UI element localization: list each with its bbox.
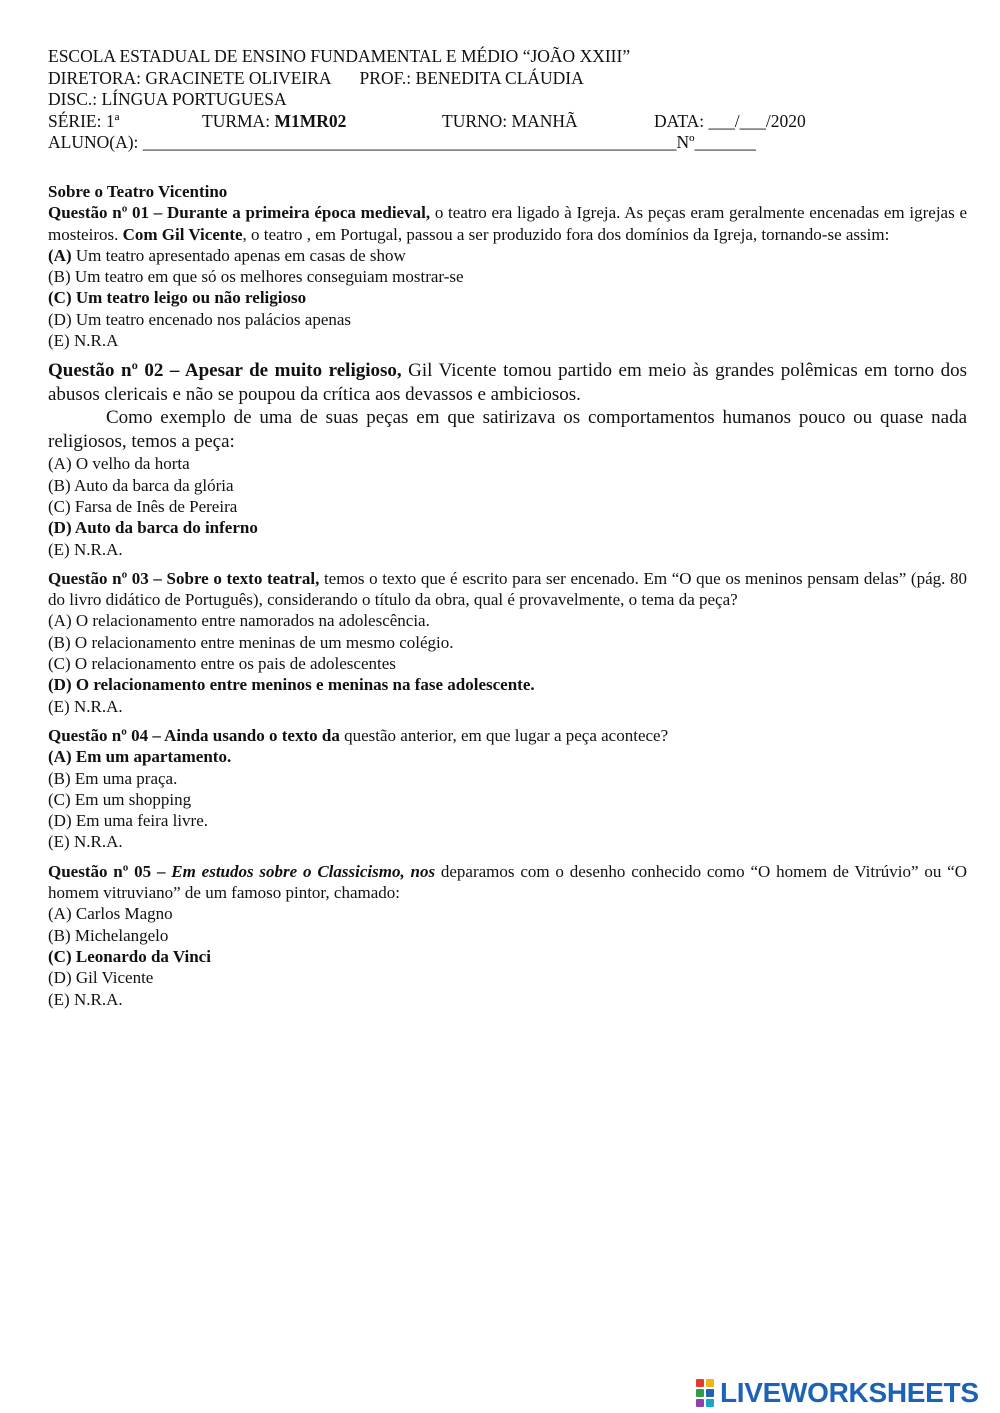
question-2-option-a[interactable]: (A) O velho da horta [48, 454, 190, 474]
logo-square [706, 1399, 714, 1407]
question-5-title: Questão nº 05 – [48, 861, 172, 881]
question-1-option-c[interactable]: (C) Um teatro leigo ou não religioso [48, 288, 307, 308]
student-name-field[interactable]: ALUNO(A): _____________________________________________________________Nº_______ [48, 132, 756, 152]
turma [202, 111, 442, 133]
question-4-title: Questão nº 04 – Ainda usando o texto da [48, 725, 340, 745]
section-title: Sobre o Teatro Vicentino [48, 182, 228, 201]
question-1-option-e[interactable]: (E) N.R.A [48, 331, 119, 351]
teacher-name: PROF.: BENEDITA CLÁUDIA [359, 67, 584, 88]
question-3-option-a[interactable]: (A) O relacionamento entre namorados na adolescência. [48, 611, 430, 631]
question-2-title: Questão nº 02 – Apesar de muito religioso, [48, 360, 402, 382]
question-3-option-c[interactable]: (C) O relacionamento entre os pais de adolescentes [48, 654, 396, 674]
question-2-option-e[interactable]: (E) N.R.A. [48, 539, 123, 559]
question-2-option-c[interactable]: (C) Farsa de Inês de Pereira [48, 496, 238, 516]
question-5 [48, 861, 967, 1010]
liveworksheets-logo-text: LIVEWORKSHEETS [720, 1377, 979, 1408]
question-4-option-c[interactable]: (C) Em um shopping [48, 789, 192, 809]
turno: TURNO: MANHÃ [442, 110, 578, 131]
question-1-text: o teatro era ligado à Igreja. As peças eram geralmente encenadas em igrejas e mosteiros. [48, 203, 967, 244]
logo-square [696, 1399, 704, 1407]
question-1-text-cont: , o teatro , em Portugal, passou a ser produzido fora dos domínios da Igreja, tornando-se assim: [242, 224, 890, 244]
worksheet-content [48, 181, 967, 1010]
question-1-option-d[interactable]: (D) Um teatro encenado nos palácios apenas [48, 309, 352, 329]
question-5-option-c[interactable]: (C) Leonardo da Vinci [48, 946, 211, 966]
logo-square [706, 1379, 714, 1387]
question-2 [48, 359, 967, 559]
director-name: DIRETORA: GRACINETE OLIVEIRA [48, 67, 332, 88]
question-2-text: Gil Vicente tomou partido em meio às grandes polêmicas em torno dos abusos clericais e não se poupou da crítica aos devassos e ambiciosos. [48, 360, 968, 405]
question-3-option-e[interactable]: (E) N.R.A. [48, 696, 123, 716]
logo-square [696, 1389, 704, 1397]
turma-label: TURMA: [202, 110, 271, 131]
logo-square [696, 1379, 704, 1387]
question-4-option-d[interactable]: (D) Em uma feira livre. [48, 811, 209, 831]
question-1-option-b[interactable]: (B) Um teatro em que só os melhores conseguiam mostrar-se [48, 267, 464, 287]
question-5-text: deparamos com o desenho conhecido como “O homem de Vitrúvio” ou “O homem vitruviano” de um famoso pintor, chamado: [48, 861, 967, 903]
question-4-text: questão anterior, em que lugar a peça acontece? [339, 725, 669, 745]
question-1-bold-phrase: Com Gil Vicente [122, 224, 243, 244]
logo-square [706, 1389, 714, 1397]
serie: SÉRIE: 1ª [48, 110, 120, 131]
question-1 [48, 202, 967, 351]
question-5-option-b[interactable]: (B) Michelangelo [48, 925, 169, 945]
question-5-option-d[interactable]: (D) Gil Vicente [48, 968, 154, 988]
question-4-option-a[interactable]: (A) Em um apartamento. [48, 747, 232, 767]
question-5-option-a[interactable]: (A) Carlos Magno [48, 904, 173, 924]
question-1-option-a[interactable]: (A) Um teatro apresentado apenas em casas de show [48, 245, 406, 265]
turma-value: M1MR02 [274, 110, 347, 131]
class-info-line [48, 111, 948, 133]
director-teacher-line [48, 68, 948, 90]
worksheet-header [48, 46, 948, 154]
question-2-option-b[interactable]: (B) Auto da barca da glória [48, 475, 234, 495]
liveworksheets-logo[interactable] [696, 1378, 979, 1408]
question-2-option-d[interactable]: (D) Auto da barca do inferno [48, 518, 258, 538]
question-5-option-e[interactable]: (E) N.R.A. [48, 989, 123, 1009]
question-3-title: Questão nº 03 – Sobre o texto teatral, [48, 568, 320, 588]
question-4-option-e[interactable]: (E) N.R.A. [48, 832, 123, 852]
question-3-option-b[interactable]: (B) O relacionamento entre meninas de um mesmo colégio. [48, 632, 454, 652]
school-name: ESCOLA ESTADUAL DE ENSINO FUNDAMENTAL E MÉDIO “JOÃO XXIII” [48, 46, 631, 66]
date-field[interactable]: DATA: ___/___/2020 [654, 110, 806, 131]
discipline: DISC.: LÍNGUA PORTUGUESA [48, 89, 287, 109]
question-3 [48, 568, 967, 717]
question-1-title: Questão nº 01 – Durante a primeira época medieval, [48, 203, 431, 223]
question-2-paragraph: Como exemplo de uma de suas peças em que satirizava os comportamentos humanos pouco ou quase nada religiosos, temos a peça: [48, 407, 967, 452]
liveworksheets-logo-icon [696, 1379, 714, 1407]
question-3-text: temos o texto que é escrito para ser encenado. Em “O que os meninos pensam delas” (pág. 80 do livro didático de Português), considerando o título da obra, qual é provavelmente, o tema da peça? [48, 568, 967, 610]
question-3-option-d[interactable]: (D) O relacionamento entre meninos e meninas na fase adolescente. [48, 675, 535, 695]
question-5-italic-phrase: Em estudos sobre o Classicismo, nos [171, 861, 436, 881]
question-4 [48, 725, 967, 853]
question-4-option-b[interactable]: (B) Em uma praça. [48, 768, 178, 788]
